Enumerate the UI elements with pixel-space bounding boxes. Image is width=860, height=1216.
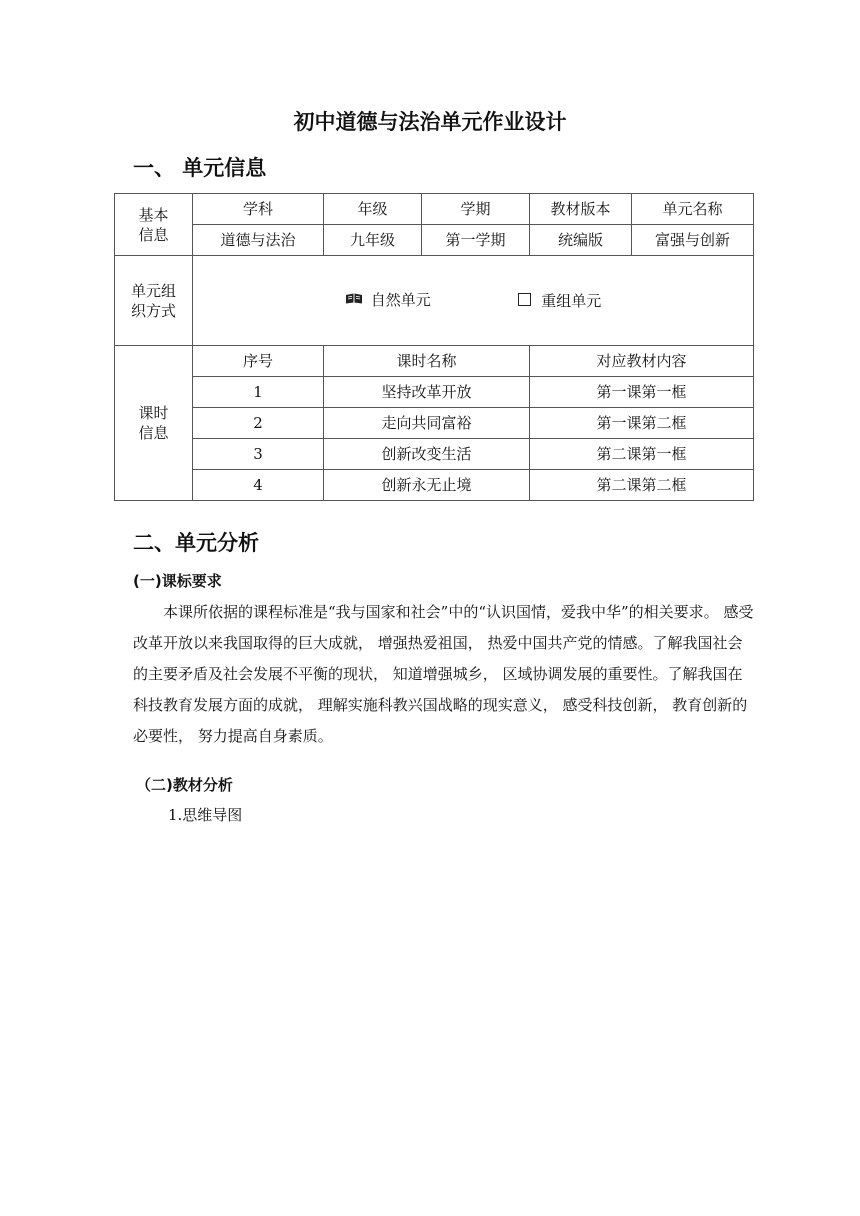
row-label-organization: 单元组 织方式 — [115, 256, 193, 346]
table-row — [115, 439, 754, 470]
header-cell: 单元名称 — [632, 194, 754, 225]
table-cell: 创新永无止境 — [324, 470, 530, 501]
checkbox-icon[interactable] — [518, 293, 531, 306]
section-heading-unit-analysis: 二、单元分析 — [133, 531, 259, 555]
table-cell: 第二课第一框 — [530, 439, 754, 470]
header-cell: 对应教材内容 — [530, 346, 754, 377]
value-cell: 第一学期 — [422, 225, 530, 256]
table-cell: 走向共同富裕 — [324, 408, 530, 439]
subheading-curriculum-standards: (一)课标要求 — [133, 572, 222, 590]
list-item-mind-map: 1.思维导图 — [168, 806, 243, 824]
table-row — [115, 194, 754, 225]
table-cell: 第一课第一框 — [530, 377, 754, 408]
header-cell: 序号 — [193, 346, 324, 377]
table-row — [115, 470, 754, 501]
section-heading-unit-info: 一、 单元信息 — [133, 156, 267, 180]
header-cell: 学期 — [422, 194, 530, 225]
table-cell: 1 — [193, 377, 324, 408]
header-cell: 年级 — [324, 194, 422, 225]
paragraph-text: 本课所依据的课程标准是“我与国家和社会”中的“认识国情，爱我中华”的相关要求。 感受改革开放以来我国取得的巨大成就， 增强热爱祖国， 热爱中国共产党的情感。了解我国社会的主要矛盾及社会发展不平衡的现状， 知道增强城乡， 区域协调发展的重要性。了解我国在科技教育发展方面的成就， 理解实施科教兴国战略的现实意义， 感受科技创新， 教育创新的必要性， 努力提高自身素质。 — [133, 603, 754, 745]
value-cell: 统编版 — [530, 225, 632, 256]
curriculum-paragraph — [133, 597, 755, 752]
table-row — [115, 408, 754, 439]
table-cell: 3 — [193, 439, 324, 470]
organization-options-cell — [193, 256, 754, 346]
subheading-textbook-analysis: （二)教材分析 — [136, 776, 233, 794]
table-cell: 创新改变生活 — [324, 439, 530, 470]
book-icon — [345, 289, 363, 309]
option-label: 重组单元 — [541, 291, 602, 310]
table-cell: 4 — [193, 470, 324, 501]
table-row — [115, 225, 754, 256]
table-cell: 2 — [193, 408, 324, 439]
table-row — [115, 256, 754, 346]
table-row — [115, 377, 754, 408]
value-cell: 道德与法治 — [193, 225, 324, 256]
unit-info-table — [114, 193, 754, 501]
header-cell: 课时名称 — [324, 346, 530, 377]
table-cell: 坚持改革开放 — [324, 377, 530, 408]
row-label-lesson-info: 课时 信息 — [115, 346, 193, 501]
option-regrouped-unit[interactable] — [518, 291, 601, 311]
document-title: 初中道德与法治单元作业设计 — [293, 110, 567, 134]
header-cell: 教材版本 — [530, 194, 632, 225]
table-cell: 第一课第二框 — [530, 408, 754, 439]
value-cell: 九年级 — [324, 225, 422, 256]
header-cell: 学科 — [193, 194, 324, 225]
value-cell: 富强与创新 — [632, 225, 754, 256]
option-label: 自然单元 — [370, 291, 431, 310]
option-natural-unit[interactable] — [345, 290, 431, 311]
row-label-basic-info: 基本 信息 — [115, 194, 193, 256]
table-row — [115, 346, 754, 377]
table-cell: 第二课第二框 — [530, 470, 754, 501]
